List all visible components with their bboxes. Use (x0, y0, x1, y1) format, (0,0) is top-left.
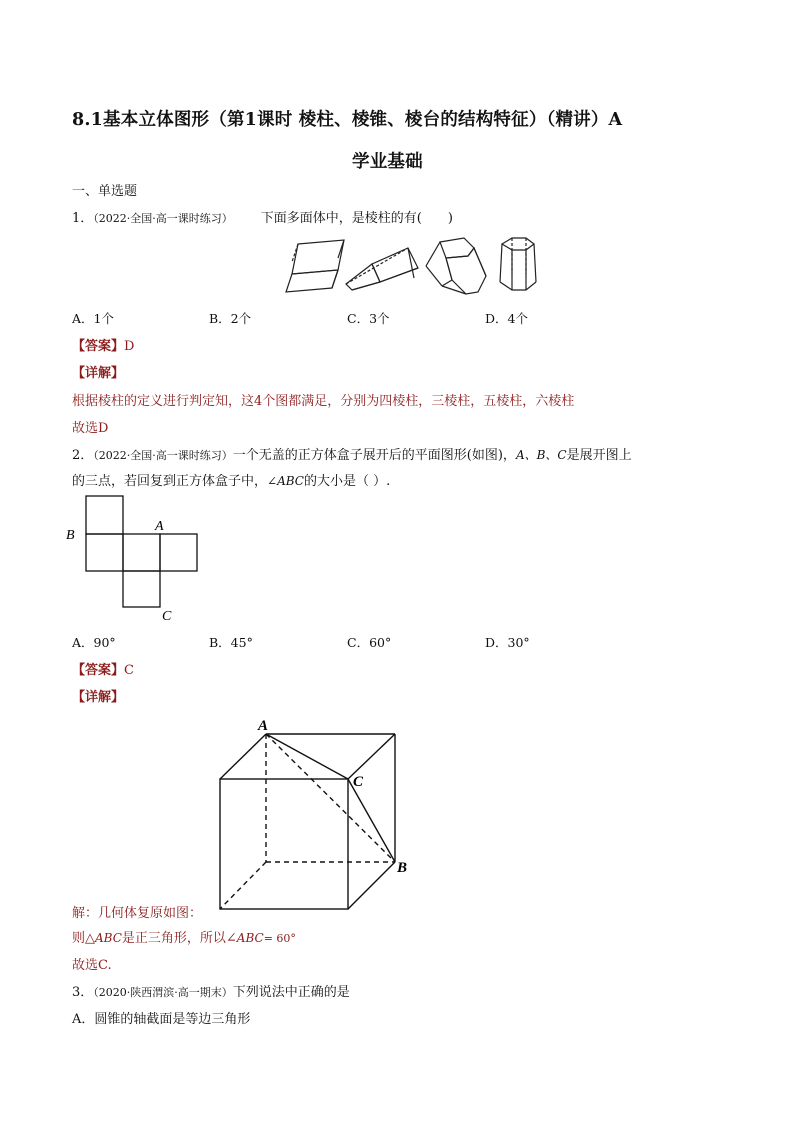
q1-number: 1． (72, 211, 94, 226)
q2-solution-line1: 解：几何体复原如图： (72, 906, 203, 921)
q1-conclusion: 故选D (72, 421, 109, 436)
q2-stem-angle: ∠ABC (267, 474, 304, 488)
q1-option-a: A．1个 (72, 311, 114, 326)
net-label-c: C (162, 609, 172, 624)
section-heading: 一、单选题 (72, 184, 138, 199)
q3-option-a: A．圆锥的轴截面是等边三角形 (72, 1012, 251, 1027)
q1-detail-label: 【详解】 (72, 366, 125, 381)
hexagonal-prism-figure (500, 238, 536, 290)
q2-cube-figure (210, 712, 420, 917)
q2-option-d: D．30° (485, 635, 530, 650)
q1-answer: D (124, 339, 135, 354)
q1-option-b: B．2个 (209, 311, 252, 326)
q1-explanation: 根据棱柱的定义进行判定知，这4个图都满足，分别为四棱柱，三棱柱，五棱柱，六棱柱 (72, 394, 575, 409)
net-label-a: A (155, 519, 164, 534)
cube-label-c: C (353, 774, 364, 790)
q2-stem-row1 (72, 444, 632, 463)
q2-conclusion: 故选C. (72, 958, 112, 973)
cube-label-a: A (258, 718, 269, 734)
q2-sol2-abc2: ABC (236, 931, 264, 945)
q2-detail-label: 【详解】 (72, 690, 125, 705)
q2-stem-line2a: 的三点，若回复到正方体盒子中， (72, 474, 268, 489)
q2-option-c: C．60° (347, 635, 392, 650)
q1-stem: 下面多面体中，是棱柱的有( ) (260, 211, 453, 226)
q2-option-b: B．45° (209, 635, 253, 650)
cube-label-b: B (397, 860, 408, 876)
q1-option-c: C．3个 (347, 311, 390, 326)
q2-answer-label: 【答案】 (72, 663, 125, 678)
q2-answer: C (124, 663, 134, 678)
q1-option-d: D．4个 (485, 311, 528, 326)
net-label-b: B (66, 528, 75, 543)
q2-option-a: A．90° (72, 635, 116, 650)
q2-stem-part1: 一个无盖的正方体盒子展开后的平面图形(如图)， (232, 448, 516, 463)
q1-stem-row (72, 207, 453, 226)
q1-answer-row (72, 335, 134, 354)
triangular-prism-figure (346, 248, 418, 290)
q2-source: （2022·全国·高一课时练习） (93, 449, 233, 462)
quadrilateral-prism-figure (286, 240, 344, 292)
q3-source: （2020·陕西渭滨·高一期末） (93, 986, 233, 999)
q2-answer-row (72, 659, 134, 678)
page-title-line2: 学业基础 (352, 152, 423, 172)
page-title: 8.1基本立体图形（第1课时 棱柱、棱锥、棱台的结构特征）（精讲）A (72, 110, 623, 130)
pentagonal-prism-figure (426, 238, 486, 294)
q2-sol2-abc: ABC (95, 931, 122, 945)
q2-stem-part2: 是展开图上 (566, 448, 632, 463)
q2-sol2-b: 是正三角形，所以∠ (121, 931, 237, 946)
q3-stem-row (72, 981, 350, 1000)
q2-stem-row2 (72, 470, 390, 489)
q2-solution-line2 (72, 927, 296, 946)
q3-number: 3． (72, 985, 94, 1000)
q3-stem: 下列说法中正确的是 (232, 985, 350, 1000)
q2-stem-points: A、B、C (515, 448, 567, 462)
q2-number: 2． (72, 448, 94, 463)
q2-stem-line2b: 的大小是（ ）. (303, 474, 391, 489)
q1-answer-label: 【答案】 (72, 339, 125, 354)
q1-source: （2022·全国·高一课时练习） (93, 212, 233, 225)
q2-sol2-c: = 60° (263, 932, 296, 945)
q2-cube-net-figure (64, 494, 204, 624)
q1-polyhedra-figure (280, 234, 540, 298)
q2-sol2-a: 则△ (72, 931, 95, 946)
